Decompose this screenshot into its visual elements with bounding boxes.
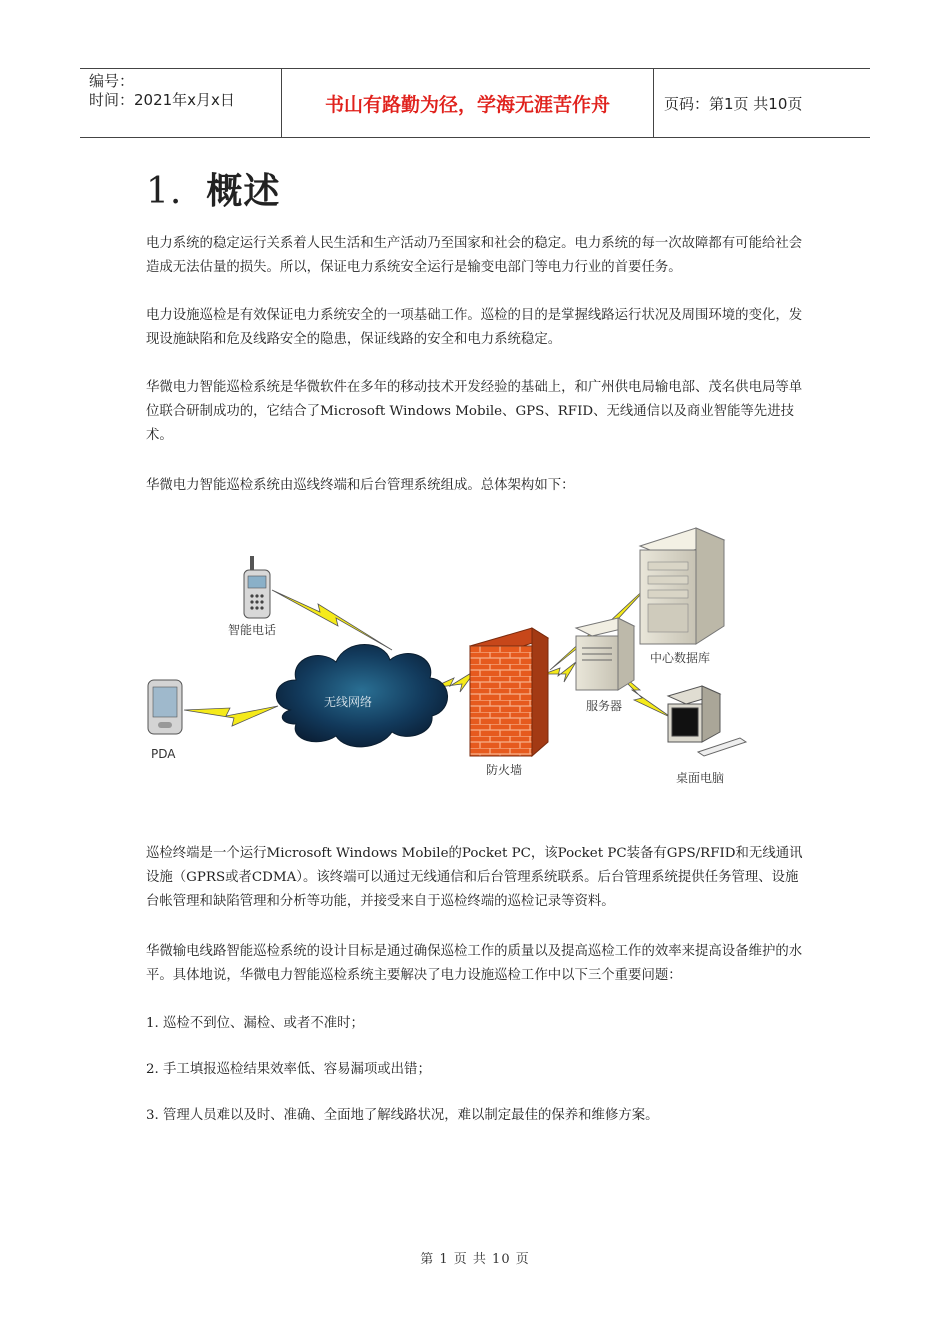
paragraph-system-intro: 华微电力智能巡检系统是华微软件在多年的移动技术开发经验的基础上，和广州供电局输电部、茂名供电局等单位联合研制成功的，它结合了Microsoft Windows Mobile、GPS、RFID、无线通信以及商业智能等先进技术。: [146, 380, 803, 443]
architecture-diagram: [140, 520, 760, 800]
central-database-icon: [640, 528, 724, 644]
firewall-label: 防火墙: [486, 763, 523, 777]
pda-icon: [148, 680, 182, 734]
smart-phone-icon: [244, 556, 270, 618]
document-number-label: 编号：: [89, 72, 135, 90]
problem-item-3: 3. 管理人员难以及时、准确、全面地了解线路状况，难以制定最佳的保养和维修方案。: [146, 1108, 659, 1123]
paragraph-design-goal: 华微输电线路智能巡检系统的设计目标是通过确保巡检工作的质量以及提高巡检工作的效率来提高设备维护的水平。具体地说，华微电力智能巡检系统主要解决了电力设施巡检工作中以下三个重要问题：: [146, 944, 803, 983]
firewall-server-link-icon: [544, 662, 576, 682]
section-heading: [146, 163, 280, 214]
page-footer: 第 1 页 共 10 页: [420, 1252, 530, 1267]
pda-label: PDA: [151, 747, 176, 761]
desktop-computer-icon: [668, 686, 746, 756]
section-number: 1.: [146, 171, 183, 212]
phone-link-icon: [272, 590, 392, 650]
paragraph-terminal: 巡检终端是一个运行Microsoft Windows Mobile的Pocket PC，该Pocket PC装备有GPS/RFID和无线通讯设施（GPRS或者CDMA）。该终端可以通过无线通信和后台管理系统联系。后台管理系统提供任务管理、设施台帐管理和缺陷管理和分析等功能，并接受来自于巡检终端的巡检记录等资料。: [146, 846, 803, 909]
architecture-diagram-svg: [140, 520, 760, 800]
database-label: 中心数据库: [650, 651, 711, 665]
paragraph-intro: 电力系统的稳定运行关系着人民生活和生产活动乃至国家和社会的稳定。电力系统的每一次故障都有可能给社会造成无法估量的损失。所以，保证电力系统安全运行是输变电部门等电力行业的首要任务。: [146, 236, 803, 275]
header-motto: 书山有路勤为径，学海无涯苦作舟: [281, 69, 654, 137]
header-meta-cell: [80, 69, 281, 137]
header-page-code: 页码：第1页 共10页: [664, 94, 803, 113]
server-icon: [576, 618, 634, 690]
paragraph-inspection: 电力设施巡检是有效保证电力系统安全的一项基础工作。巡检的目的是掌握线路运行状况及周围环境的变化，发现设施缺陷和危及线路安全的隐患，保证线路的安全和电力系统稳定。: [146, 308, 803, 347]
phone-label: 智能电话: [228, 623, 277, 637]
header-table: [80, 68, 870, 138]
document-time-label: 时间：2021年x月x日: [89, 91, 235, 109]
cloud-label: 无线网络: [324, 695, 373, 709]
section-title: 概述: [206, 170, 281, 212]
pda-link-icon: [184, 706, 278, 726]
firewall-icon: [470, 628, 548, 756]
problem-item-1: 1. 巡检不到位、漏检、或者不准时；: [146, 1016, 364, 1031]
problem-item-2: 2. 手工填报巡检结果效率低、容易漏项或出错；: [146, 1062, 431, 1077]
paragraph-architecture-intro: 华微电力智能巡检系统由巡线终端和后台管理系统组成。总体架构如下：: [146, 478, 575, 493]
desktop-label: 桌面电脑: [676, 771, 725, 785]
server-label: 服务器: [586, 699, 623, 713]
